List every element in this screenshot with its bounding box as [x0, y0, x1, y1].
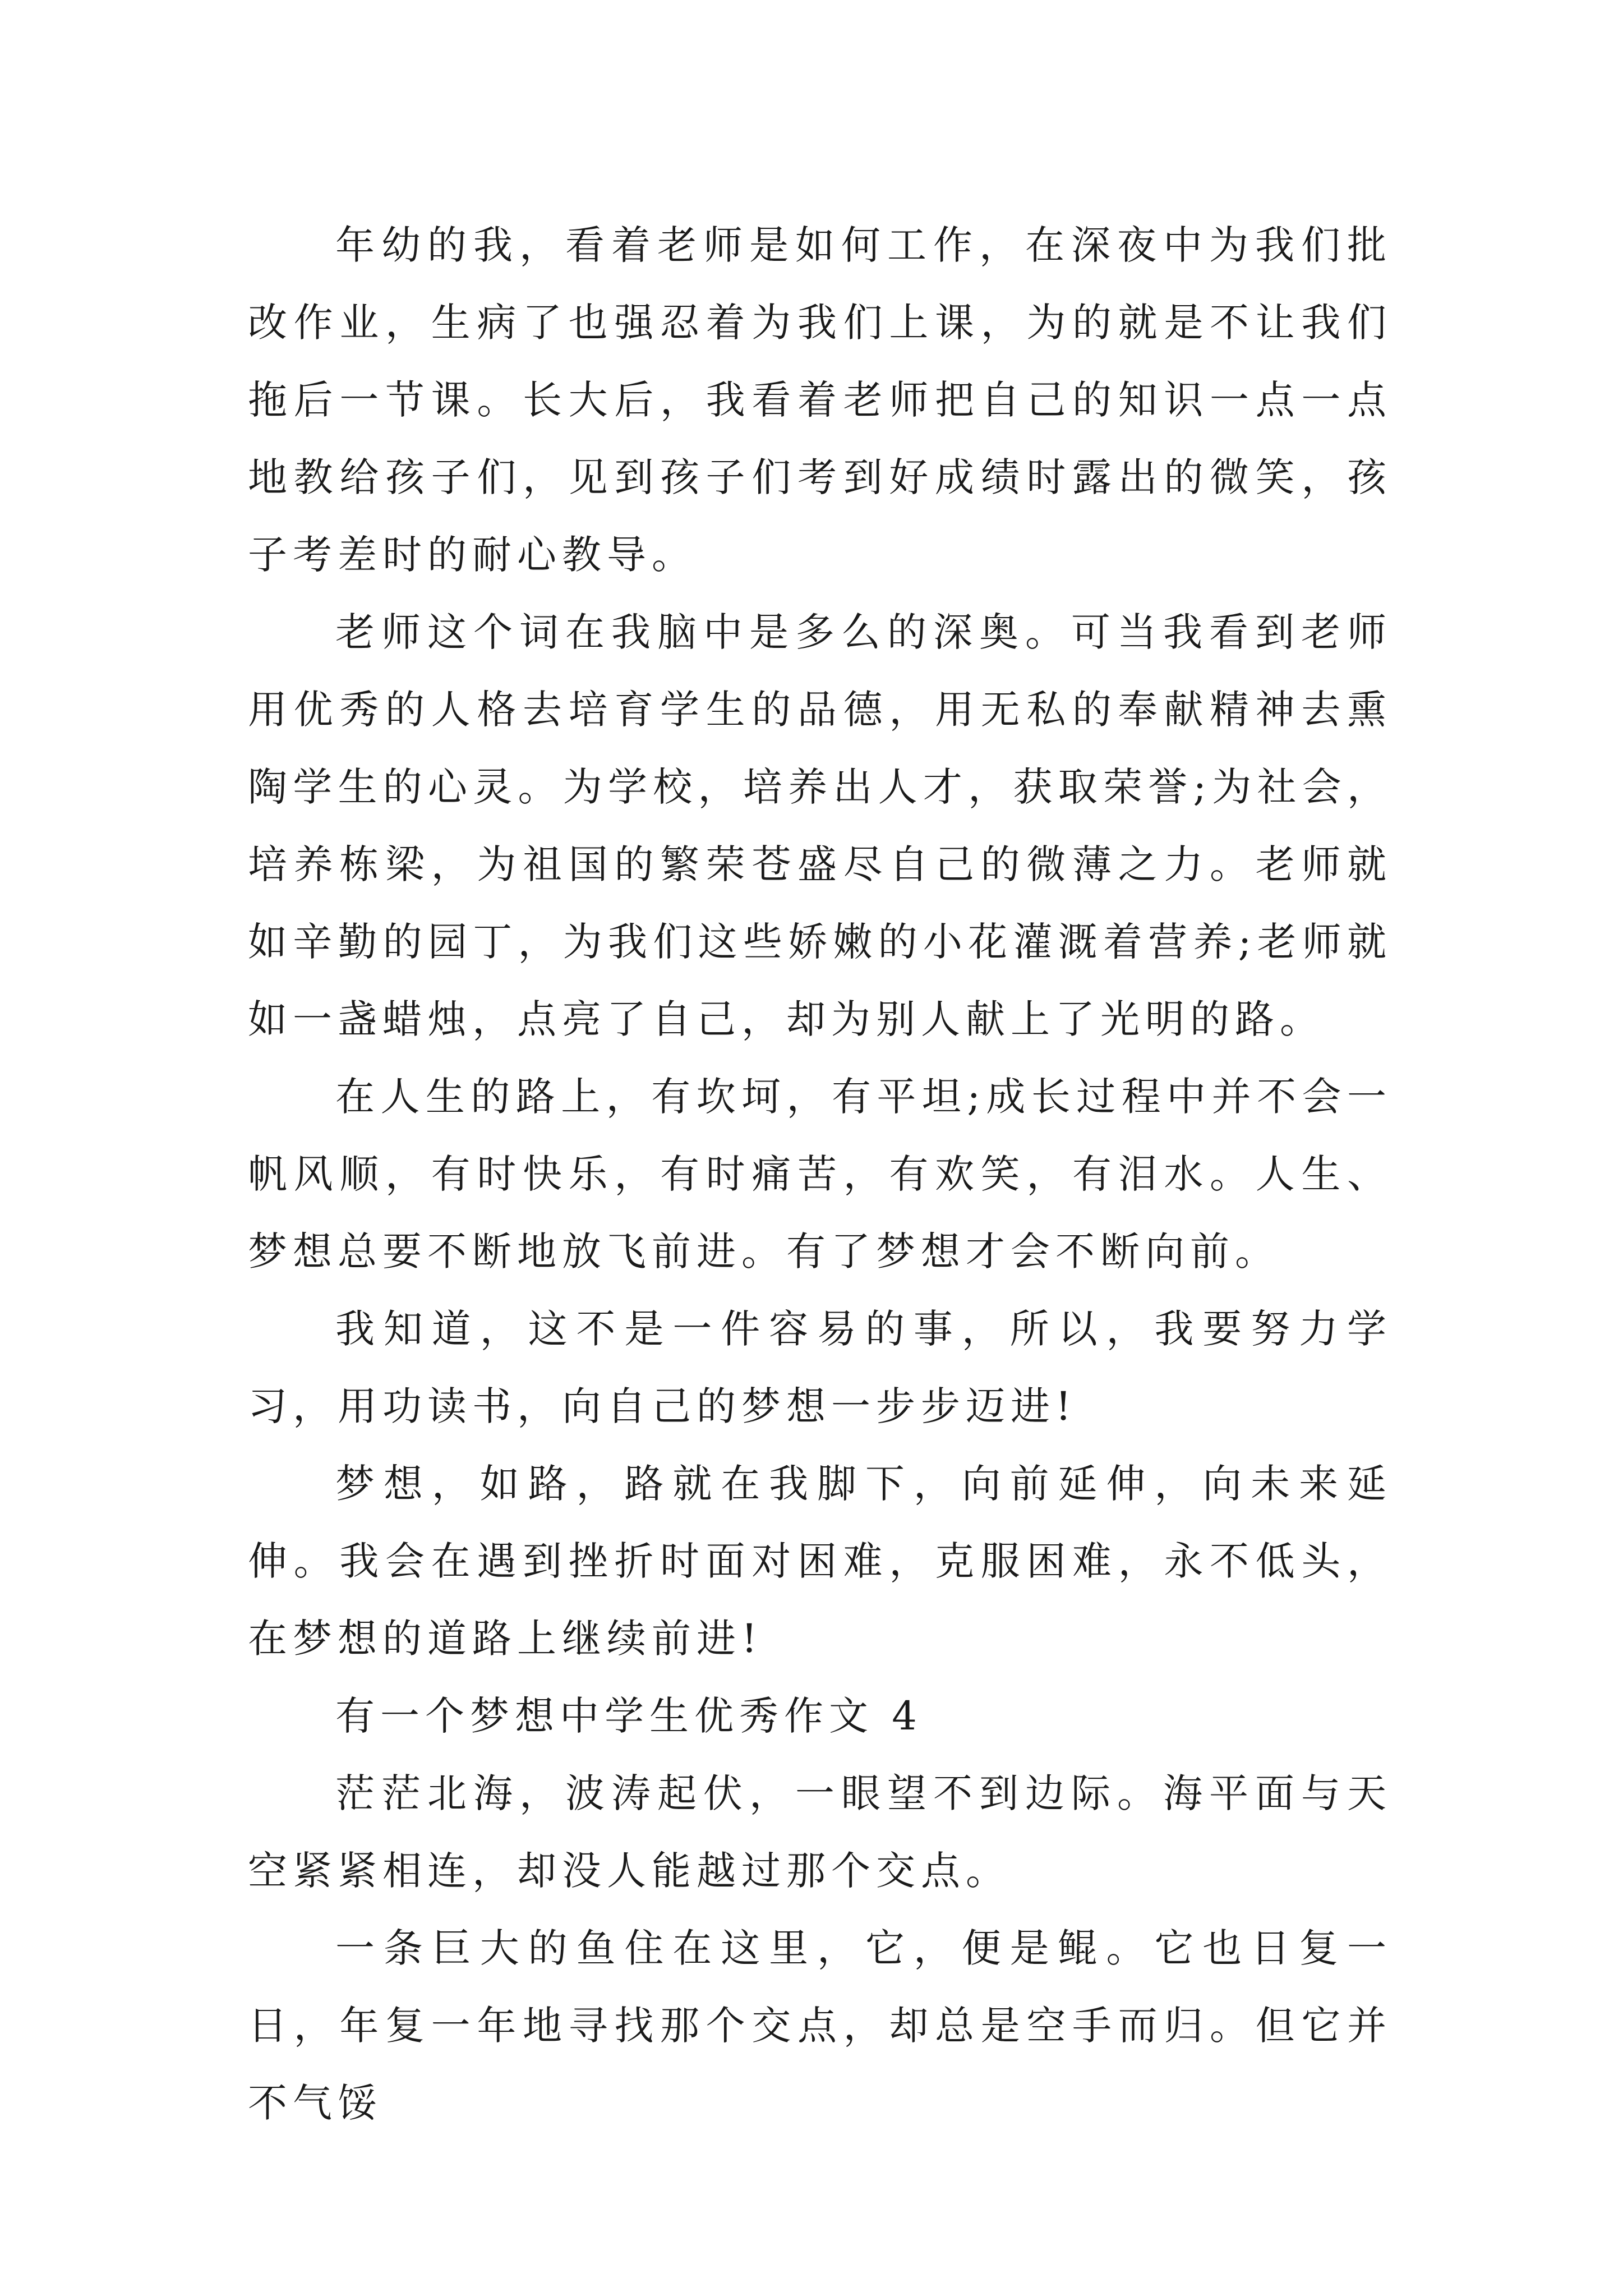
paragraph-1: 年幼的我，看着老师是如何工作，在深夜中为我们批改作业，生病了也强忍着为我们上课，为的就是不让我们拖后一节课。长大后，我看着老师把自己的知识一点一点地教给孩子们，见到孩子们考到好成绩时露出的微笑，孩子考差时的耐心教导。 — [248, 222, 1392, 578]
paragraph-7: 一条巨大的鱼住在这里，它，便是鲲。它也日复一日，年复一年地寻找那个交点，却总是空手而归。但它并不气馁 — [248, 1925, 1392, 2126]
paragraph-6: 茫茫北海，波涛起伏，一眼望不到边际。海平面与天空紧紧相连，却没人能越过那个交点。 — [248, 1770, 1392, 1894]
paragraph-4: 我知道，这不是一件容易的事，所以，我要努力学习，用功读书，向自己的梦想一步步迈进! — [248, 1306, 1392, 1429]
paragraph-5: 梦想，如路，路就在我脚下，向前延伸，向未来延伸。我会在遇到挫折时面对困难，克服困难，永不低头，在梦想的道路上继续前进! — [248, 1461, 1392, 1662]
paragraph-2: 老师这个词在我脑中是多么的深奥。可当我看到老师用优秀的人格去培育学生的品德，用无私的奉献精神去熏陶学生的心灵。为学校，培养出人才，获取荣誉;为社会，培养栋梁，为祖国的繁荣苍盛尽自己的微薄之力。老师就如辛勤的园丁，为我们这些娇嫩的小花灌溉着营养;老师就如一盏蜡烛，点亮了自己，却为别人献上了光明的路。 — [248, 609, 1392, 1042]
paragraph-3: 在人生的路上，有坎坷，有平坦;成长过程中并不会一帆风顺，有时快乐，有时痛苦，有欢笑，有泪水。人生、梦想总要不断地放飞前进。有了梦想才会不断向前。 — [248, 1074, 1392, 1274]
document-body — [248, 206, 1392, 2142]
section-heading: 有一个梦想中学生优秀作文 4 — [335, 1693, 923, 1739]
